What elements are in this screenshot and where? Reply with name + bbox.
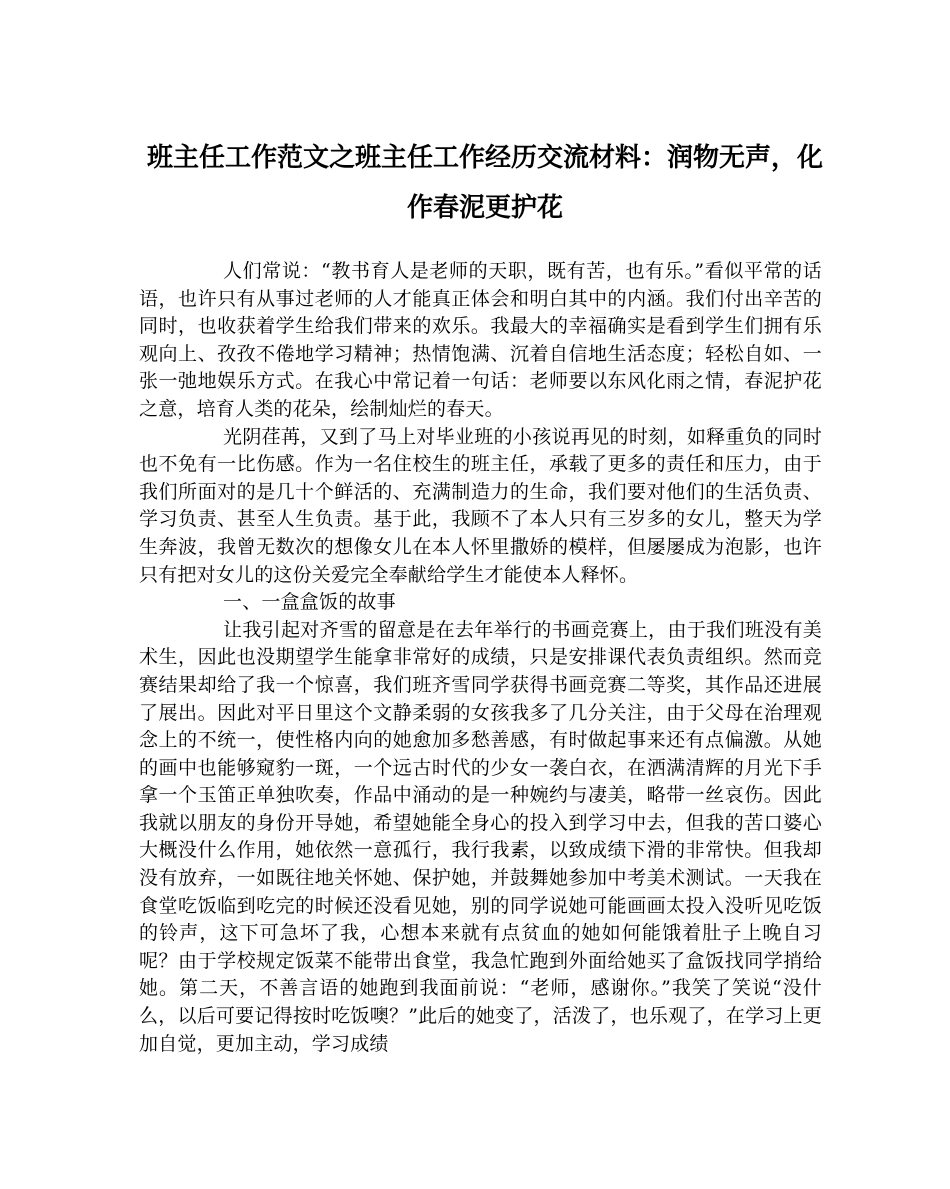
document-body [139,258,822,1058]
document-title: 班主任工作范文之班主任工作经历交流材料：润物无声，化作春泥更护花 [146,143,823,223]
paragraph-graduation: 光阴荏苒，又到了马上对毕业班的小孩说再见的时刻，如释重负的同时也不免有一比伤感。作为一名住校生的班主任，承载了更多的责任和压力，由于我们所面对的是几十个鲜活的、充满制造力的生命，我们要对他们的生活负责、学习负责、甚至人生负责。基于此，我顾不了本人只有三岁多的女儿，整天为学生奔波，我曾无数次的想像女儿在本人怀里撒娇的模样，但屡屡成为泡影，也许只有把对女儿的这份关爱完全奉献给学生才能使本人释怀。 [139,425,822,586]
paragraph-qixue-story: 让我引起对齐雪的留意是在去年举行的书画竞赛上，由于我们班没有美术生，因此也没期望学生能拿非常好的成绩，只是安排课代表负责组织。然而竞赛结果却给了我一个惊喜，我们班齐雪同学获得书画竞赛二等奖，其作品还进展了展出。因此对平日里这个文静柔弱的女孩我多了几分关注，由于父母在治理观念上的不统一，使性格内向的她愈加多愁善感，有时做起事来还有点偏激。从她的画中也能够窥豹一斑，一个远古时代的少女一袭白衣，在洒满清辉的月光下手拿一个玉笛正单独吹奏，作品中涌动的是一种婉约与凄美，略带一丝哀伤。因此我就以朋友的身份开导她，希望她能全身心的投入到学习中去，但我的苦口婆心大概没什么作用，她依然一意孤行，我行我素，以致成绩下滑的非常快。但我却没有放弃，一如既往地关怀她、保护她，并鼓舞她参加中考美术测试。一天我在食堂吃饭临到吃完的时候还没看见她，别的同学说她可能画画太投入没听见吃饭的铃声，这下可急坏了我，心想本来就有点贫血的她如何能饿着肚子上晚自习呢？由于学校规定饭菜不能带出食堂，我急忙跑到外面给她买了盒饭找同学捎给她。第二天，不善言语的她跑到我面前说：“老师，感谢你。”我笑了笑说“没什么，以后可要记得按时吃饭噢？”此后的她变了，活泼了，也乐观了，在学习上更加自觉，更加主动，学习成绩 [139,618,822,1055]
section-heading-lunchbox-story: 一、一盒盒饭的故事 [223,591,396,614]
paragraph-intro: 人们常说：“教书育人是老师的天职，既有苦，也有乐。”看似平常的话语，也许只有从事过老师的人才能真正体会和明白其中的内涵。我们付出辛苦的同时，也收获着学生给我们带来的欢乐。我最大的幸福确实是看到学生们拥有乐观向上、孜孜不倦地学习精神；热情饱满、沉着自信地生活态度；轻松自如、一张一弛地娱乐方式。在我心中常记着一句话：老师要以东风化雨之情，春泥护花之意，培育人类的花朵，绘制灿烂的春天。 [139,260,822,420]
